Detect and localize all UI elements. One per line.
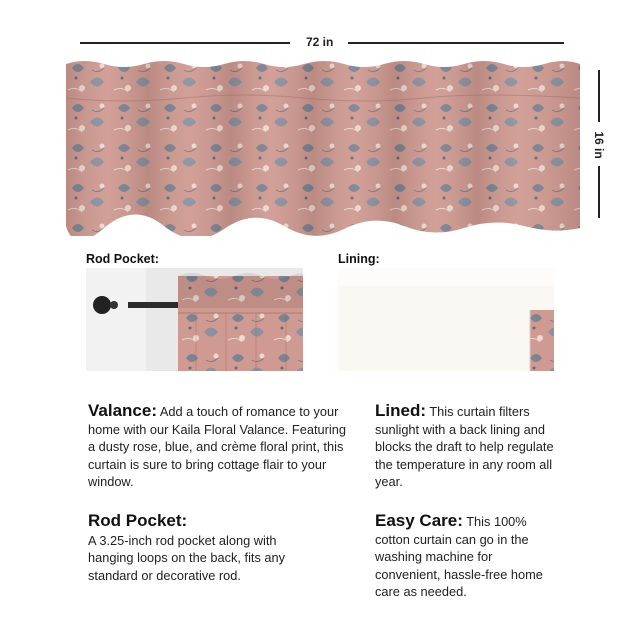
feature-easy-care-body: This 100% cotton curtain can go in the washing machine for convenient, hassle-free home care as needed.: [375, 514, 543, 599]
feature-rod-pocket: [88, 512, 318, 584]
feature-valance-title: Valance:: [88, 401, 157, 420]
height-dimension-line-top: [598, 70, 600, 122]
width-dimension-label: 72 in: [306, 35, 334, 49]
height-dimension-line-bottom: [598, 166, 600, 218]
feature-valance: [88, 402, 350, 491]
valance-product-image: [64, 58, 582, 236]
feature-easy-care-title: Easy Care:: [375, 511, 463, 530]
rod-pocket-photo-label: Rod Pocket:: [86, 252, 159, 266]
lining-photo: [338, 268, 554, 371]
feature-lined: [375, 402, 557, 491]
feature-valance-body: Add a touch of romance to your home with our Kaila Floral Valance. Featuring a dusty rose, blue, and crème floral print, this curtain is sure to bring cottage flair to your window.: [88, 404, 346, 489]
lining-photo-label: Lining:: [338, 252, 380, 266]
width-dimension-line-right: [348, 42, 564, 44]
feature-lined-body: This curtain filters sunlight with a back lining and blocks the draft to help regulate the temperature in any room all year.: [375, 404, 554, 489]
feature-rod-pocket-title: Rod Pocket:: [88, 511, 188, 530]
feature-lined-title: Lined:: [375, 401, 426, 420]
feature-rod-pocket-body: A 3.25-inch rod pocket along with hanging loops on the back, fits any standard or decorative rod.: [88, 532, 286, 583]
height-dimension-label: 16 in: [592, 131, 606, 159]
rod-pocket-photo: [86, 268, 303, 371]
width-dimension-line-left: [80, 42, 290, 44]
feature-easy-care: [375, 512, 553, 601]
